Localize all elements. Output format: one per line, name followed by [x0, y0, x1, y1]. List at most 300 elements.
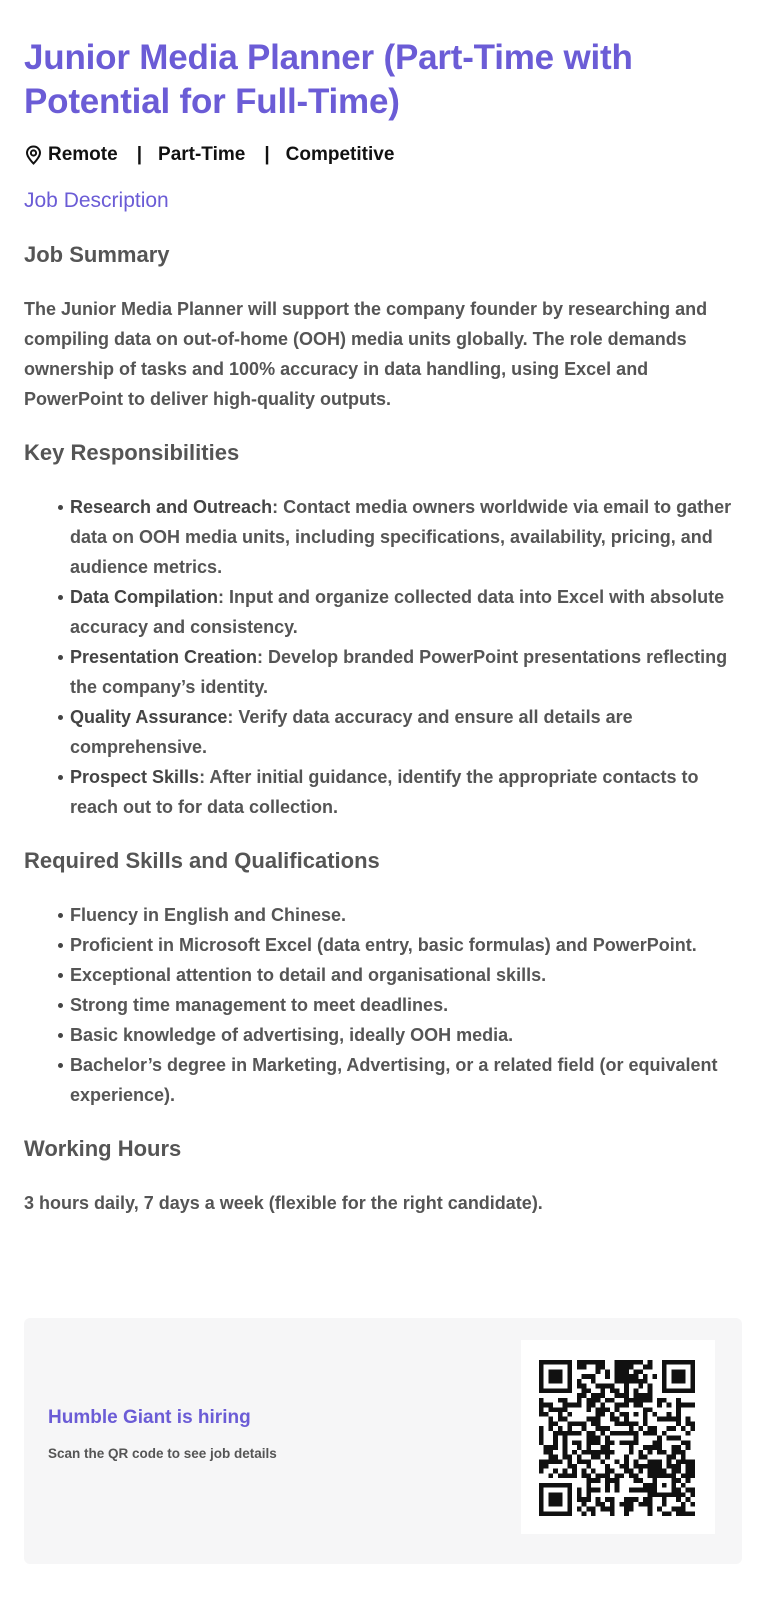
qr-module — [544, 1388, 549, 1393]
qr-module — [671, 1473, 676, 1478]
qr-module — [648, 1511, 653, 1516]
qr-module — [548, 1492, 553, 1497]
qr-module — [605, 1426, 610, 1431]
qr-module — [624, 1360, 629, 1365]
qr-module — [582, 1384, 587, 1389]
qr-module — [686, 1445, 691, 1450]
qr-module — [586, 1417, 591, 1422]
qr-module — [676, 1417, 681, 1422]
qr-module — [643, 1379, 648, 1384]
qr-module — [676, 1459, 681, 1464]
qr-module — [539, 1469, 544, 1474]
qr-module — [577, 1459, 582, 1464]
qr-module — [553, 1369, 558, 1374]
qr-module — [553, 1421, 558, 1426]
qr-module — [657, 1403, 662, 1408]
qr-module — [582, 1450, 587, 1455]
qr-module — [648, 1431, 653, 1436]
qr-module — [586, 1403, 591, 1408]
qr-module — [643, 1502, 648, 1507]
qr-module — [539, 1398, 544, 1403]
qr-module — [667, 1473, 672, 1478]
qr-module — [667, 1455, 672, 1460]
qr-module — [690, 1426, 695, 1431]
list-item — [70, 762, 742, 822]
qr-module — [539, 1507, 544, 1512]
qr-module — [572, 1464, 577, 1469]
qr-module — [553, 1511, 558, 1516]
qr-module — [634, 1459, 639, 1464]
hiring-title: Humble Giant is hiring — [48, 1407, 251, 1428]
qr-module — [681, 1379, 686, 1384]
qr-module — [624, 1459, 629, 1464]
qr-module — [624, 1431, 629, 1436]
qr-module — [586, 1459, 591, 1464]
qr-module — [648, 1398, 653, 1403]
qr-module — [624, 1455, 629, 1460]
qr-module — [563, 1388, 568, 1393]
qr-module — [600, 1403, 605, 1408]
qr-module — [624, 1417, 629, 1422]
qr-module — [558, 1459, 563, 1464]
qr-module — [643, 1488, 648, 1493]
qr-module — [662, 1388, 667, 1393]
qr-module — [563, 1483, 568, 1488]
qr-module — [553, 1445, 558, 1450]
qr-module — [629, 1473, 634, 1478]
qr-module — [553, 1455, 558, 1460]
qr-module — [681, 1369, 686, 1374]
qr-module — [619, 1403, 624, 1408]
item-desc: : After initial guidance, identify the appropriate contacts to reach out to for data collection. — [70, 767, 699, 817]
list-item — [70, 702, 742, 762]
qr-module — [586, 1450, 591, 1455]
job-type: Part-Time — [158, 144, 246, 165]
qr-module — [676, 1497, 681, 1502]
qr-module — [634, 1374, 639, 1379]
item-term: Quality Assurance — [70, 707, 228, 727]
qr-module — [567, 1403, 572, 1408]
qr-module — [548, 1403, 553, 1408]
qr-module — [548, 1473, 553, 1478]
qr-module — [548, 1374, 553, 1379]
qr-module — [686, 1488, 691, 1493]
qr-module — [657, 1492, 662, 1497]
qr-module — [544, 1483, 549, 1488]
qr-module — [539, 1511, 544, 1516]
qr-module — [548, 1502, 553, 1507]
qr-module — [596, 1384, 601, 1389]
qr-module — [667, 1412, 672, 1417]
qr-module — [591, 1455, 596, 1460]
qr-module — [671, 1369, 676, 1374]
qr-module — [596, 1393, 601, 1398]
qr-module — [638, 1502, 643, 1507]
qr-module — [539, 1407, 544, 1412]
qr-module — [577, 1379, 582, 1384]
qr-module — [643, 1407, 648, 1412]
qr-module — [629, 1365, 634, 1370]
qr-module — [634, 1440, 639, 1445]
qr-module — [539, 1436, 544, 1441]
job-salary: Competitive — [285, 144, 395, 165]
qr-module — [553, 1379, 558, 1384]
qr-module — [567, 1492, 572, 1497]
qr-module — [563, 1431, 568, 1436]
qr-module — [548, 1379, 553, 1384]
qr-module — [563, 1398, 568, 1403]
qr-module — [586, 1431, 591, 1436]
qr-module — [567, 1502, 572, 1507]
qr-module — [652, 1445, 657, 1450]
qr-module — [690, 1502, 695, 1507]
qr-module — [600, 1412, 605, 1417]
qr-module — [563, 1360, 568, 1365]
qr-module — [596, 1365, 601, 1370]
qr-module — [600, 1360, 605, 1365]
qr-module — [619, 1365, 624, 1370]
qr-module — [563, 1450, 568, 1455]
qr-module — [690, 1492, 695, 1497]
qr-module — [572, 1421, 577, 1426]
qr-module — [638, 1379, 643, 1384]
qr-module — [596, 1412, 601, 1417]
qr-module — [539, 1459, 544, 1464]
qr-module — [624, 1374, 629, 1379]
qr-module — [634, 1403, 639, 1408]
qr-module — [624, 1497, 629, 1502]
qr-module — [539, 1369, 544, 1374]
qr-module — [676, 1450, 681, 1455]
qr-module — [671, 1464, 676, 1469]
qr-module — [558, 1426, 563, 1431]
qr-module — [681, 1388, 686, 1393]
qr-code[interactable] — [521, 1340, 715, 1534]
item-term: Presentation Creation — [70, 647, 258, 667]
qr-module — [657, 1440, 662, 1445]
qr-module — [563, 1455, 568, 1460]
qr-module — [619, 1473, 624, 1478]
qr-module — [667, 1403, 672, 1408]
qr-module — [619, 1374, 624, 1379]
qr-module — [548, 1450, 553, 1455]
qr-module — [671, 1360, 676, 1365]
qr-module — [686, 1473, 691, 1478]
qr-module — [634, 1478, 639, 1483]
qr-module — [638, 1488, 643, 1493]
qr-module — [577, 1421, 582, 1426]
qr-module — [667, 1388, 672, 1393]
qr-module — [591, 1440, 596, 1445]
qr-module — [662, 1473, 667, 1478]
item-desc: : Verify data accuracy and ensure all details are comprehensive. — [70, 707, 633, 757]
qr-module — [605, 1464, 610, 1469]
qr-module — [577, 1492, 582, 1497]
qr-module — [610, 1478, 615, 1483]
qr-module — [690, 1384, 695, 1389]
qr-module — [553, 1492, 558, 1497]
qr-module — [676, 1436, 681, 1441]
qr-module — [539, 1365, 544, 1370]
qr-module — [662, 1431, 667, 1436]
qr-module — [591, 1374, 596, 1379]
job-description-link[interactable]: Job Description — [24, 189, 169, 212]
qr-module — [600, 1407, 605, 1412]
qr-module — [648, 1483, 653, 1488]
qr-module — [563, 1473, 568, 1478]
qr-module — [643, 1421, 648, 1426]
qr-module — [563, 1407, 568, 1412]
qr-module — [558, 1431, 563, 1436]
qr-module — [544, 1445, 549, 1450]
qr-module — [596, 1369, 601, 1374]
qr-module — [605, 1450, 610, 1455]
qr-module — [591, 1478, 596, 1483]
qr-module — [686, 1511, 691, 1516]
qr-module — [662, 1369, 667, 1374]
responsibilities-list — [24, 492, 742, 822]
qr-module — [690, 1365, 695, 1370]
qr-module — [605, 1497, 610, 1502]
qr-module — [558, 1379, 563, 1384]
qr-module — [577, 1440, 582, 1445]
qr-module — [690, 1488, 695, 1493]
qr-module — [591, 1431, 596, 1436]
qr-module — [676, 1379, 681, 1384]
page-title: Junior Media Planner (Part-Time with Potential for Full-Time) — [24, 38, 633, 121]
qr-module — [610, 1440, 615, 1445]
qr-module — [572, 1403, 577, 1408]
qr-module — [629, 1431, 634, 1436]
qr-module — [563, 1469, 568, 1474]
qr-module — [662, 1374, 667, 1379]
qr-module — [662, 1511, 667, 1516]
qr-module — [690, 1369, 695, 1374]
qr-module — [615, 1459, 620, 1464]
qr-module — [605, 1398, 610, 1403]
qr-module — [634, 1393, 639, 1398]
qr-module — [567, 1431, 572, 1436]
qr-module — [548, 1388, 553, 1393]
qr-module — [558, 1360, 563, 1365]
qr-module — [671, 1469, 676, 1474]
qr-module — [686, 1421, 691, 1426]
qr-module — [610, 1497, 615, 1502]
qr-module — [652, 1492, 657, 1497]
qr-module — [586, 1473, 591, 1478]
qr-module — [686, 1459, 691, 1464]
qr-module — [582, 1511, 587, 1516]
qr-module — [619, 1431, 624, 1436]
qr-module — [652, 1431, 657, 1436]
qr-module — [619, 1464, 624, 1469]
qr-module — [548, 1407, 553, 1412]
qr-module — [686, 1440, 691, 1445]
qr-module — [586, 1374, 591, 1379]
qr-module — [591, 1360, 596, 1365]
qr-module — [624, 1403, 629, 1408]
qr-module — [577, 1507, 582, 1512]
summary-heading: Job Summary — [24, 242, 170, 267]
qr-module — [605, 1488, 610, 1493]
qr-module — [586, 1507, 591, 1512]
qr-module — [629, 1374, 634, 1379]
qr-module — [591, 1379, 596, 1384]
qr-module — [634, 1473, 639, 1478]
qr-module — [567, 1412, 572, 1417]
qr-module — [548, 1455, 553, 1460]
meta-separator: | — [264, 144, 270, 165]
qr-module — [610, 1507, 615, 1512]
qr-module — [634, 1398, 639, 1403]
qr-module — [657, 1436, 662, 1441]
qr-module — [676, 1388, 681, 1393]
qr-module — [634, 1464, 639, 1469]
qr-module — [643, 1365, 648, 1370]
qr-module — [671, 1374, 676, 1379]
qr-module — [638, 1455, 643, 1460]
qr-module — [615, 1374, 620, 1379]
qr-module — [671, 1478, 676, 1483]
responsibilities-heading: Key Responsibilities — [24, 440, 240, 465]
qr-module — [657, 1459, 662, 1464]
qr-module — [553, 1374, 558, 1379]
qr-module — [662, 1497, 667, 1502]
qr-module — [615, 1431, 620, 1436]
qr-module — [572, 1450, 577, 1455]
qr-module — [615, 1369, 620, 1374]
qr-module — [643, 1431, 648, 1436]
qr-module — [572, 1473, 577, 1478]
qr-module — [643, 1412, 648, 1417]
qr-module — [567, 1421, 572, 1426]
meta-separator: | — [136, 144, 143, 165]
qr-module — [686, 1469, 691, 1474]
qr-module — [596, 1440, 601, 1445]
qr-module — [596, 1426, 601, 1431]
qr-module — [605, 1507, 610, 1512]
qr-module — [558, 1407, 563, 1412]
qr-module — [567, 1388, 572, 1393]
item-term: Prospect Skills — [70, 767, 200, 787]
qr-module — [615, 1393, 620, 1398]
list-item: Fluency in English and Chinese. — [70, 900, 742, 930]
qr-module — [643, 1393, 648, 1398]
qr-module — [676, 1511, 681, 1516]
qr-module — [544, 1360, 549, 1365]
qr-module — [690, 1469, 695, 1474]
qr-module — [686, 1403, 691, 1408]
qr-module — [615, 1407, 620, 1412]
qr-module — [662, 1398, 667, 1403]
qr-module — [667, 1459, 672, 1464]
qr-module — [591, 1398, 596, 1403]
qr-module — [624, 1412, 629, 1417]
qr-module — [586, 1492, 591, 1497]
qr-module — [662, 1417, 667, 1422]
qualifications-heading: Required Skills and Qualifications — [24, 848, 380, 873]
qr-module — [610, 1384, 615, 1389]
hiring-card — [24, 1318, 742, 1564]
qr-module — [596, 1455, 601, 1460]
qr-module — [681, 1511, 686, 1516]
qr-module — [686, 1431, 691, 1436]
qr-module — [577, 1403, 582, 1408]
qr-module — [615, 1388, 620, 1393]
qr-module — [615, 1488, 620, 1493]
qr-module — [629, 1469, 634, 1474]
qr-module — [577, 1497, 582, 1502]
qr-module — [676, 1403, 681, 1408]
qr-module — [681, 1426, 686, 1431]
qr-module — [582, 1473, 587, 1478]
qr-module — [619, 1360, 624, 1365]
qr-module — [652, 1374, 657, 1379]
qr-module — [681, 1507, 686, 1512]
qr-module — [610, 1398, 615, 1403]
qr-module — [638, 1398, 643, 1403]
qr-module — [591, 1511, 596, 1516]
qr-module — [624, 1388, 629, 1393]
qr-module — [662, 1450, 667, 1455]
qr-module — [657, 1464, 662, 1469]
qr-module — [553, 1502, 558, 1507]
qr-module — [596, 1417, 601, 1422]
qr-module — [567, 1374, 572, 1379]
qr-module — [662, 1492, 667, 1497]
qr-module — [567, 1483, 572, 1488]
qr-module — [567, 1360, 572, 1365]
qr-module — [681, 1403, 686, 1408]
qr-module — [605, 1369, 610, 1374]
qr-module — [610, 1502, 615, 1507]
qr-module — [652, 1426, 657, 1431]
qr-module — [667, 1360, 672, 1365]
qr-module — [681, 1492, 686, 1497]
qr-module — [558, 1502, 563, 1507]
qr-module — [681, 1360, 686, 1365]
qr-module — [690, 1388, 695, 1393]
qr-module — [596, 1497, 601, 1502]
qr-module — [553, 1360, 558, 1365]
qr-module — [648, 1407, 653, 1412]
qr-module — [539, 1360, 544, 1365]
qr-module — [624, 1511, 629, 1516]
qr-module — [582, 1374, 587, 1379]
qr-module — [605, 1469, 610, 1474]
qr-module — [572, 1440, 577, 1445]
qr-module — [686, 1464, 691, 1469]
qr-module — [605, 1440, 610, 1445]
qr-module — [539, 1374, 544, 1379]
qr-module — [671, 1436, 676, 1441]
qr-module — [629, 1445, 634, 1450]
qr-module — [648, 1450, 653, 1455]
qr-module — [548, 1421, 553, 1426]
qr-module — [600, 1426, 605, 1431]
qr-module — [558, 1511, 563, 1516]
qr-module — [605, 1455, 610, 1460]
qr-module — [657, 1469, 662, 1474]
qr-module — [634, 1421, 639, 1426]
qr-module — [634, 1497, 639, 1502]
qr-module — [681, 1483, 686, 1488]
qr-module — [596, 1398, 601, 1403]
qr-module — [586, 1440, 591, 1445]
qr-module — [600, 1502, 605, 1507]
qr-module — [629, 1426, 634, 1431]
qr-module — [676, 1469, 681, 1474]
